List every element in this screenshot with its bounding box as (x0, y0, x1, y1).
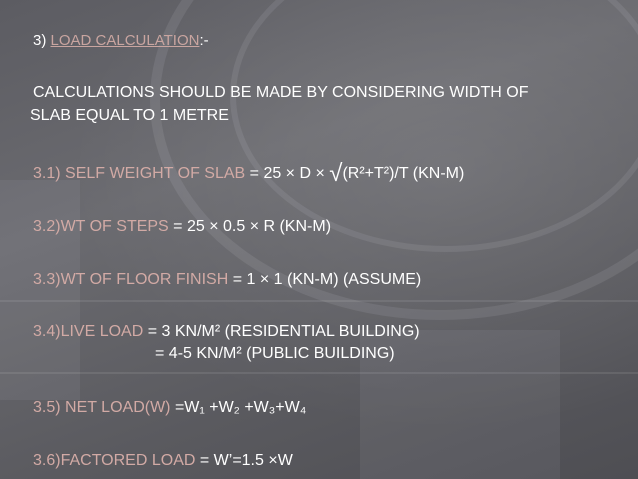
item-factored-load-formula: = W’=1.5 ×W (195, 452, 293, 469)
item-net-load-label: 3.5) NET LOAD(W) (33, 399, 171, 416)
item-steps-label: 3.2)WT OF STEPS (33, 218, 169, 235)
sqrt-symbol: √ (329, 160, 343, 187)
item-live-load-formula-2: = 4-5 KN/M² (PUBLIC BUILDING) (155, 345, 395, 362)
item-self-weight-formula-tail: (R²+T²)/T (KN-M) (342, 165, 465, 182)
item-floor-finish-label: 3.3)WT OF FLOOR FINISH (33, 271, 229, 288)
item-steps-formula: = 25 × 0.5 × R (KN-M) (168, 218, 332, 235)
item-live-load-label: 3.4)LIVE LOAD (33, 323, 144, 340)
item-self-weight-label: 3.1) SELF WEIGHT OF SLAB (33, 165, 246, 182)
item-self-weight-formula: = 25 × D × (245, 165, 330, 182)
background-rail (0, 300, 638, 302)
item-net-load (33, 398, 306, 418)
item-self-weight (33, 160, 465, 187)
background-wall-panel (0, 180, 80, 400)
item-floor-finish-formula: = 1 × 1 (KN-M) (ASSUME) (228, 271, 422, 288)
intro-line-1: CALCULATIONS SHOULD BE MADE BY CONSIDERING WIDTH OF (33, 84, 529, 101)
intro-line-2: SLAB EQUAL TO 1 METRE (30, 107, 229, 124)
item-steps (33, 217, 331, 237)
section-title-suffix: :- (199, 32, 209, 49)
item-live-load (33, 322, 420, 342)
item-net-load-formula: =W₁ +W₂ +W₃+W₄ (170, 399, 307, 416)
item-factored-load (33, 451, 293, 471)
section-heading (33, 31, 209, 51)
section-title: LOAD CALCULATION (50, 32, 200, 49)
item-factored-load-label: 3.6)FACTORED LOAD (33, 452, 196, 469)
section-number: 3) (33, 32, 47, 49)
item-live-load-formula: = 3 KN/M² (RESIDENTIAL BUILDING) (143, 323, 420, 340)
item-floor-finish (33, 270, 421, 290)
